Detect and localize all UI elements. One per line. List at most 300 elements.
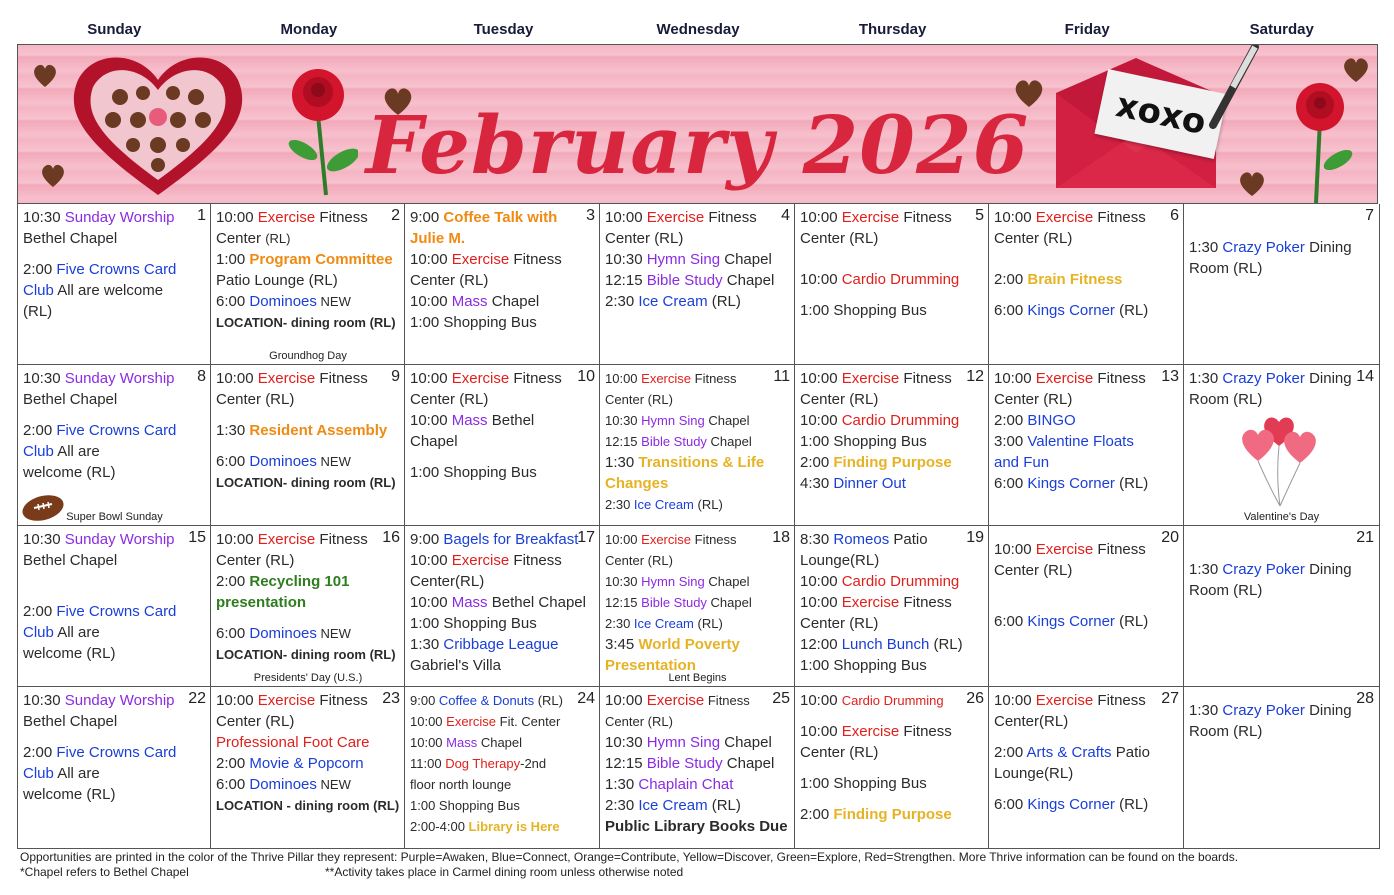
event-text: (RL) bbox=[707, 797, 741, 814]
event-line bbox=[800, 613, 985, 634]
event-line bbox=[994, 269, 1180, 290]
event-text: Center(RL) bbox=[410, 573, 485, 590]
event-text: 10:00 bbox=[605, 532, 642, 547]
event-text: 4:30 bbox=[800, 475, 834, 492]
event-name: Dog Therapy bbox=[445, 756, 521, 771]
event-text: Fitness bbox=[315, 531, 368, 548]
event-text: Fitness bbox=[315, 209, 368, 226]
event-text: 1:30 bbox=[1189, 239, 1223, 256]
event-line bbox=[410, 753, 596, 774]
event-line bbox=[605, 613, 791, 634]
event-text: 10:00 bbox=[410, 293, 452, 310]
event-text: Bethel Chapel bbox=[23, 713, 118, 730]
event-text: Gabriel's Villa bbox=[410, 657, 501, 674]
event-line bbox=[410, 550, 596, 571]
event-line bbox=[994, 794, 1180, 815]
event-name: Exercise bbox=[257, 531, 316, 548]
event-line bbox=[216, 389, 401, 410]
holiday-note: Groundhog Day bbox=[269, 350, 347, 362]
event-line bbox=[800, 571, 985, 592]
event-line bbox=[410, 655, 596, 676]
event-name: World Poverty bbox=[638, 636, 740, 653]
day-number: 17 bbox=[577, 529, 595, 546]
event-line bbox=[410, 711, 596, 732]
event-text: 10:30 bbox=[23, 370, 65, 387]
event-line bbox=[994, 560, 1180, 581]
event-name: Dominoes bbox=[249, 453, 317, 470]
event-line bbox=[410, 571, 596, 592]
event-text: All are bbox=[53, 765, 100, 782]
holiday-note: Super Bowl Sunday bbox=[66, 511, 163, 523]
event-line bbox=[410, 291, 596, 312]
event-text: Room (RL) bbox=[1189, 260, 1263, 277]
event-line bbox=[216, 592, 401, 613]
event-text: 10:00 bbox=[410, 370, 452, 387]
spacer bbox=[1189, 529, 1375, 539]
event-text: welcome (RL) bbox=[23, 464, 116, 481]
spacer bbox=[23, 571, 207, 581]
thrive-pillar-legend: Opportunities are printed in the color of the Thrive Pillar they represent: Purple=Awaken, Blue=Connect, Orange=Contribute, Yellow=Discover, Green=Explore, Red=Strengthen. More Thrive information can be found on the boards. bbox=[20, 850, 1239, 864]
event-text: 1:00 Shopping Bus bbox=[800, 657, 927, 674]
event-text: 10:30 bbox=[23, 531, 65, 548]
weekday-tuesday: Tuesday bbox=[473, 21, 534, 38]
event-text: Fitness bbox=[899, 723, 952, 740]
event-line bbox=[216, 690, 401, 711]
event-text: 10:00 bbox=[994, 370, 1036, 387]
spacer bbox=[994, 259, 1180, 269]
event-name: Exercise bbox=[646, 209, 705, 226]
spacer bbox=[994, 581, 1180, 591]
day-cell bbox=[1183, 687, 1380, 849]
spacer bbox=[216, 410, 401, 420]
event-line bbox=[800, 634, 985, 655]
event-line bbox=[216, 368, 401, 389]
day-cell bbox=[210, 365, 405, 526]
event-text: Fitness bbox=[899, 594, 952, 611]
spacer bbox=[800, 290, 985, 300]
day-number: 5 bbox=[975, 207, 984, 224]
event-line bbox=[216, 711, 401, 732]
event-name: Kings Corner bbox=[1027, 475, 1115, 492]
event-text: Bethel bbox=[487, 412, 535, 429]
event-text: 1:00 bbox=[216, 251, 250, 268]
event-line bbox=[410, 690, 596, 711]
event-text: 10:30 bbox=[605, 251, 647, 268]
event-text: 10:00 bbox=[994, 541, 1036, 558]
day-number: 4 bbox=[781, 207, 790, 224]
football-icon bbox=[20, 493, 66, 523]
day-number: 24 bbox=[577, 690, 595, 707]
day-number: 13 bbox=[1161, 368, 1179, 385]
day-cell bbox=[17, 687, 211, 849]
event-name: Changes bbox=[605, 475, 669, 492]
event-text: Chapel bbox=[477, 735, 523, 750]
event-text: 10:00 bbox=[410, 594, 452, 611]
event-text: 2:00 bbox=[994, 744, 1027, 761]
event-line bbox=[216, 228, 401, 249]
event-text: 10:00 bbox=[410, 714, 447, 729]
spacer bbox=[23, 410, 207, 420]
event-line bbox=[410, 732, 596, 753]
event-line bbox=[23, 601, 207, 622]
day-number: 23 bbox=[382, 690, 400, 707]
weekday-wednesday: Wednesday bbox=[656, 21, 740, 38]
weekday-saturday: Saturday bbox=[1249, 21, 1314, 38]
event-text: Patio bbox=[1111, 744, 1150, 761]
event-name: Club bbox=[23, 443, 54, 460]
event-text: (RL) bbox=[693, 497, 723, 512]
day-number: 21 bbox=[1356, 529, 1374, 546]
day-cell bbox=[404, 365, 600, 526]
event-text: Chapel bbox=[706, 434, 752, 449]
event-text: LOCATION - dining room (RL) bbox=[216, 798, 400, 813]
event-text: 10:00 bbox=[800, 271, 842, 288]
event-line bbox=[23, 711, 207, 732]
event-text: Dining bbox=[1304, 702, 1352, 719]
day-number: 8 bbox=[197, 368, 206, 385]
event-line bbox=[605, 452, 791, 473]
day-number: 15 bbox=[188, 529, 206, 546]
event-text: Center (RL) bbox=[994, 391, 1073, 408]
event-name: Julie M. bbox=[410, 230, 466, 247]
event-text: 2:00 bbox=[994, 271, 1028, 288]
day-cell bbox=[599, 687, 795, 849]
event-text: 10:00 bbox=[605, 692, 647, 709]
event-line bbox=[216, 550, 401, 571]
spacer bbox=[23, 732, 207, 742]
event-text: Fitness bbox=[691, 532, 737, 547]
event-line bbox=[410, 228, 596, 249]
event-name: Club bbox=[23, 624, 54, 641]
event-text: 2:00 bbox=[800, 806, 834, 823]
event-name: Sunday Worship bbox=[64, 531, 175, 548]
month-banner bbox=[17, 44, 1378, 204]
event-name: Bible Study bbox=[641, 595, 707, 610]
event-text: (RL) bbox=[1114, 613, 1149, 630]
event-name: Exercise bbox=[257, 370, 316, 387]
event-line bbox=[410, 529, 596, 550]
event-line bbox=[994, 431, 1180, 452]
event-name: Arts & Crafts bbox=[1026, 744, 1112, 761]
event-line bbox=[800, 207, 985, 228]
event-name: Crazy Poker bbox=[1222, 239, 1305, 256]
event-line bbox=[1189, 721, 1375, 742]
event-line bbox=[23, 280, 207, 301]
event-line bbox=[994, 539, 1180, 560]
event-name: Exercise bbox=[446, 714, 497, 729]
event-text: Fitness bbox=[1093, 209, 1146, 226]
event-name: Library is Here bbox=[468, 819, 560, 834]
event-text: 10:00 bbox=[800, 692, 842, 709]
event-text: 10:30 bbox=[23, 692, 65, 709]
event-text: 2:00 bbox=[23, 744, 57, 761]
event-text: 2:00 bbox=[23, 422, 57, 439]
event-name: Crazy Poker bbox=[1222, 702, 1305, 719]
event-line bbox=[605, 774, 791, 795]
day-cell bbox=[794, 687, 989, 849]
event-name: Finding Purpose bbox=[833, 454, 952, 471]
event-line bbox=[605, 249, 791, 270]
spacer bbox=[216, 613, 401, 623]
event-line bbox=[994, 410, 1180, 431]
event-name: Hymn Sing bbox=[646, 734, 721, 751]
event-text: 6:00 bbox=[216, 453, 250, 470]
day-cell bbox=[794, 204, 989, 365]
event-name: Five Crowns Card bbox=[56, 744, 177, 761]
day-cell bbox=[404, 204, 600, 365]
event-line bbox=[23, 529, 207, 550]
event-line bbox=[800, 431, 985, 452]
event-name: Program Committee bbox=[249, 251, 393, 268]
event-line bbox=[800, 368, 985, 389]
event-line bbox=[23, 368, 207, 389]
event-line bbox=[605, 529, 791, 550]
event-name: Exercise bbox=[646, 692, 705, 709]
event-text: NEW bbox=[316, 777, 351, 792]
event-name: Exercise bbox=[1035, 541, 1094, 558]
event-text: Fit. Center bbox=[496, 714, 561, 729]
event-line bbox=[994, 611, 1180, 632]
day-number: 1 bbox=[197, 207, 206, 224]
event-text: Center (RL) bbox=[800, 615, 879, 632]
event-text: 10:30 bbox=[23, 209, 65, 226]
event-text: 2:00 bbox=[800, 454, 834, 471]
event-text: All are bbox=[53, 624, 100, 641]
event-text: Center bbox=[216, 230, 266, 247]
event-text: Chapel bbox=[704, 413, 750, 428]
day-cell bbox=[1183, 204, 1380, 365]
event-text: 1:30 bbox=[1189, 561, 1223, 578]
event-text: 1:30 bbox=[1189, 702, 1223, 719]
event-name: Exercise bbox=[841, 209, 900, 226]
day-number: 2 bbox=[391, 207, 400, 224]
day-cell bbox=[1183, 526, 1380, 687]
event-name: Cardio Drumming bbox=[841, 573, 960, 590]
event-text: 1:30 bbox=[605, 776, 639, 793]
event-text: 9:00 bbox=[410, 209, 444, 226]
event-text: 6:00 bbox=[216, 625, 250, 642]
event-name: Movie & Popcorn bbox=[249, 755, 364, 772]
event-text: 10:00 bbox=[800, 209, 842, 226]
day-number: 26 bbox=[966, 690, 984, 707]
event-line bbox=[23, 420, 207, 441]
spacer bbox=[994, 290, 1180, 300]
event-text: 10:00 bbox=[605, 371, 642, 386]
event-line bbox=[800, 300, 985, 321]
event-line bbox=[23, 462, 207, 483]
month-title: February 2026 bbox=[365, 98, 1030, 192]
event-text: (RL) bbox=[707, 293, 741, 310]
spacer bbox=[1189, 217, 1375, 227]
event-name: Bible Study bbox=[646, 272, 723, 289]
event-text: Center (RL) bbox=[410, 391, 489, 408]
event-line bbox=[1189, 237, 1375, 258]
event-text: 10:00 bbox=[800, 594, 842, 611]
event-line bbox=[994, 690, 1180, 711]
event-name: Romeos bbox=[833, 531, 890, 548]
event-name: Ice Cream bbox=[633, 497, 694, 512]
event-line bbox=[410, 462, 596, 483]
day-cell bbox=[404, 526, 600, 687]
day-cell bbox=[988, 687, 1184, 849]
event-name: Dinner Out bbox=[833, 475, 906, 492]
event-text: Bethel Chapel bbox=[23, 552, 118, 569]
event-text: Center (RL) bbox=[605, 392, 673, 407]
event-name: Exercise bbox=[641, 371, 692, 386]
day-cell bbox=[599, 204, 795, 365]
spacer bbox=[800, 711, 985, 721]
event-line bbox=[605, 368, 791, 389]
event-line bbox=[800, 228, 985, 249]
event-text: welcome (RL) bbox=[23, 786, 116, 803]
event-text: 10:00 bbox=[216, 692, 258, 709]
event-text: Center (RL) bbox=[605, 230, 684, 247]
day-number: 6 bbox=[1170, 207, 1179, 224]
spacer bbox=[994, 601, 1180, 611]
event-name: Professional Foot Care bbox=[216, 734, 370, 751]
spacer bbox=[1189, 207, 1375, 217]
event-text: Chapel bbox=[487, 293, 540, 310]
event-line bbox=[216, 732, 401, 753]
xoxo-card: xoxo bbox=[1094, 69, 1227, 159]
event-name: Mass bbox=[451, 594, 488, 611]
event-line bbox=[23, 742, 207, 763]
event-line bbox=[410, 613, 596, 634]
event-text: Fitness bbox=[899, 209, 952, 226]
event-line bbox=[216, 291, 401, 312]
spacer bbox=[994, 784, 1180, 794]
event-name: Sunday Worship bbox=[64, 370, 175, 387]
event-text: -2nd bbox=[520, 756, 547, 771]
spacer bbox=[1189, 539, 1375, 549]
event-text: NEW bbox=[316, 626, 351, 641]
day-cell bbox=[17, 365, 211, 526]
spacer bbox=[994, 529, 1180, 539]
day-number: 3 bbox=[586, 207, 595, 224]
event-line bbox=[605, 228, 791, 249]
event-line bbox=[216, 795, 401, 816]
event-text: 8:30 bbox=[800, 531, 834, 548]
event-line bbox=[1189, 368, 1375, 389]
event-line bbox=[605, 389, 791, 410]
event-line bbox=[605, 711, 791, 732]
event-text: 2:00 bbox=[216, 755, 250, 772]
event-name: Five Crowns Card bbox=[56, 603, 177, 620]
event-name: Kings Corner bbox=[1027, 796, 1115, 813]
dining-room-footnote: **Activity takes place in Carmel dining room unless otherwise noted bbox=[325, 865, 684, 879]
event-line bbox=[605, 270, 791, 291]
event-text: 6:00 bbox=[994, 302, 1028, 319]
event-name: Cardio Drumming bbox=[841, 412, 960, 429]
event-text: 2:30 bbox=[605, 497, 634, 512]
day-cell bbox=[599, 365, 795, 526]
event-line bbox=[800, 655, 985, 676]
day-number: 14 bbox=[1356, 368, 1374, 385]
event-name: Chaplain Chat bbox=[638, 776, 734, 793]
event-text: Chapel bbox=[720, 734, 772, 751]
event-name: Hymn Sing bbox=[646, 251, 721, 268]
event-line bbox=[605, 690, 791, 711]
event-text: Public Library Books Due bbox=[605, 818, 788, 835]
event-text: (RL) bbox=[23, 303, 53, 320]
event-text: 6:00 bbox=[216, 776, 250, 793]
weekday-header bbox=[17, 20, 1379, 42]
event-line bbox=[800, 742, 985, 763]
spacer bbox=[994, 591, 1180, 601]
event-text: Patio Lounge (RL) bbox=[216, 272, 338, 289]
day-cell bbox=[794, 365, 989, 526]
event-text: Chapel bbox=[706, 595, 752, 610]
day-number: 7 bbox=[1365, 207, 1374, 224]
event-text: 10:00 bbox=[800, 412, 842, 429]
day-number: 20 bbox=[1161, 529, 1179, 546]
event-line bbox=[23, 643, 207, 664]
event-text: 10:00 bbox=[216, 370, 258, 387]
event-text: Room (RL) bbox=[1189, 723, 1263, 740]
event-name: BINGO bbox=[1027, 412, 1076, 429]
event-text: 2:30 bbox=[605, 797, 639, 814]
spacer bbox=[800, 249, 985, 259]
event-text: Fitness bbox=[509, 370, 562, 387]
event-text: LOCATION- dining room (RL) bbox=[216, 647, 396, 662]
event-text: 12:15 bbox=[605, 755, 647, 772]
event-line bbox=[410, 795, 596, 816]
event-text: 10:00 bbox=[410, 251, 452, 268]
event-name: Exercise bbox=[1035, 209, 1094, 226]
event-name: Bible Study bbox=[641, 434, 707, 449]
event-line bbox=[410, 389, 596, 410]
event-text: 12:15 bbox=[605, 595, 642, 610]
event-text: 10:00 bbox=[994, 692, 1036, 709]
event-name: Coffee Talk with bbox=[443, 209, 558, 226]
event-line bbox=[605, 753, 791, 774]
event-name: Crazy Poker bbox=[1222, 561, 1305, 578]
event-name: Dominoes bbox=[249, 776, 317, 793]
event-text: Bethel Chapel bbox=[23, 230, 118, 247]
event-line bbox=[605, 592, 791, 613]
event-name: Bible Study bbox=[646, 755, 723, 772]
event-line bbox=[410, 431, 596, 452]
event-text: 10:00 bbox=[410, 735, 447, 750]
event-text: 9:00 bbox=[410, 531, 444, 548]
event-line bbox=[800, 773, 985, 794]
event-text: Center (RL) bbox=[410, 272, 489, 289]
event-line bbox=[1189, 700, 1375, 721]
event-name: Exercise bbox=[1035, 370, 1094, 387]
event-line bbox=[800, 550, 985, 571]
event-line bbox=[800, 473, 985, 494]
event-name: Exercise bbox=[841, 594, 900, 611]
event-name: Exercise bbox=[257, 209, 316, 226]
event-line bbox=[410, 774, 596, 795]
event-line bbox=[410, 312, 596, 333]
event-text: 10:30 bbox=[605, 574, 642, 589]
event-line bbox=[23, 301, 207, 322]
spacer bbox=[994, 249, 1180, 259]
event-name: Exercise bbox=[451, 552, 510, 569]
event-text: Room (RL) bbox=[1189, 391, 1263, 408]
day-cell bbox=[988, 526, 1184, 687]
event-text: 6:00 bbox=[994, 796, 1028, 813]
event-text: 1:00 Shopping Bus bbox=[410, 314, 537, 331]
event-line bbox=[605, 207, 791, 228]
event-line bbox=[23, 763, 207, 784]
event-text: Fitness bbox=[1093, 541, 1146, 558]
chapel-footnote: *Chapel refers to Bethel Chapel bbox=[20, 865, 189, 879]
holiday-note: Lent Begins bbox=[668, 672, 727, 684]
event-text: Patio bbox=[889, 531, 928, 548]
event-line bbox=[800, 410, 985, 431]
